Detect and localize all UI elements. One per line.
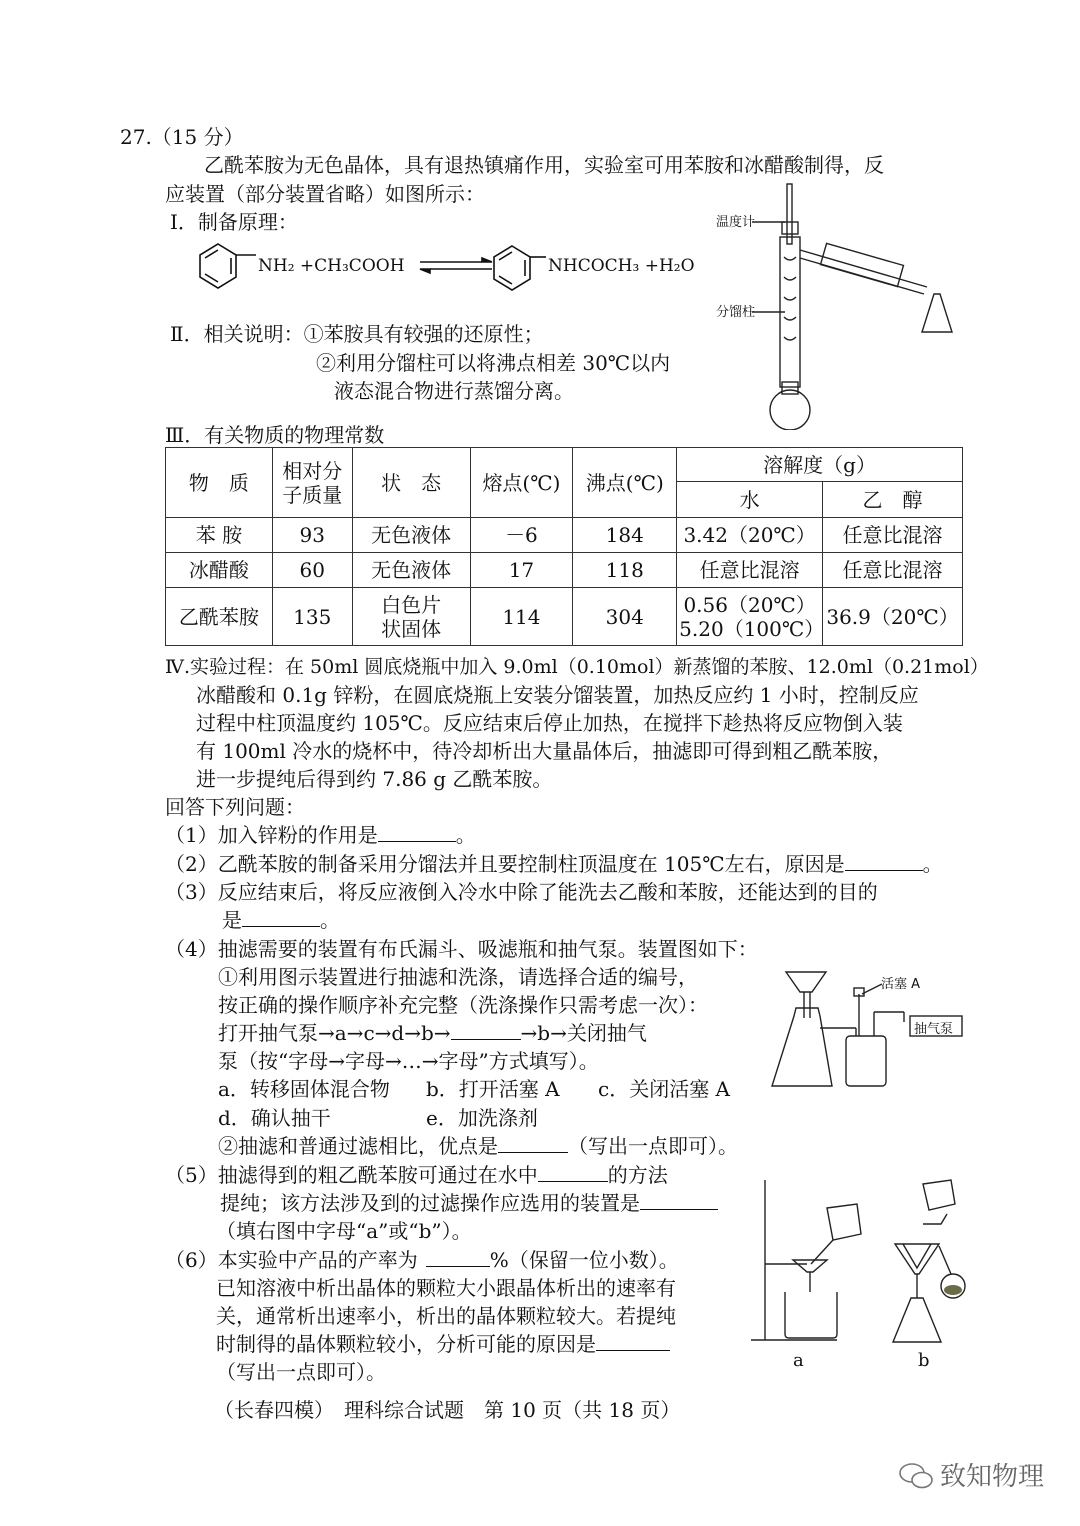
intro-line-1: 乙酰苯胺为无色晶体，具有退热镇痛作用，实验室可用苯胺和冰醋酸制得，反 bbox=[204, 153, 884, 177]
erlenmeyer-icon bbox=[922, 294, 952, 332]
question-5-line-1: （5）抽滤得到的粗乙酰苯胺可通过在水中 的方法 bbox=[165, 1163, 668, 1187]
option-b: b．打开活塞 A bbox=[426, 1077, 560, 1101]
cell-water: 3.42（20℃） bbox=[677, 518, 823, 553]
procedure-line-4: 有 100ml 冷水的烧杯中，待冷却析出大量晶体后，抽滤即可得到粗乙酰苯胺， bbox=[196, 739, 893, 763]
table-row bbox=[166, 518, 963, 553]
beaker-a-icon bbox=[785, 1292, 837, 1338]
header-boiling-point: 沸点(℃) bbox=[573, 448, 677, 518]
cell-water: 0.56（20℃） 5.20（100℃） bbox=[677, 588, 823, 646]
question-4-line-7: ②抽滤和普通过滤相比，优点是 （写出一点即可）。 bbox=[218, 1134, 738, 1158]
section-1-title: Ⅰ．制备原理： bbox=[170, 210, 298, 234]
valve-label: 活塞 A bbox=[881, 977, 921, 992]
cell-name: 冰醋酸 bbox=[166, 553, 273, 588]
section-2-line-2: ②利用分馏柱可以将沸点相差 30℃以内 bbox=[316, 351, 671, 375]
question-4-line-5: 泵（按“字母→字母→…→字母”方式填写）。 bbox=[218, 1049, 599, 1073]
answer-blank[interactable] bbox=[242, 908, 320, 927]
question-6-line-1: （6）本实验中产品的产率为 %（保留一位小数）。 bbox=[165, 1248, 679, 1272]
stand-b-icon bbox=[923, 1214, 947, 1224]
buchner-funnel-icon bbox=[786, 972, 826, 992]
section-3-title: Ⅲ．有关物质的物理常数 bbox=[165, 423, 385, 447]
answer-blank[interactable] bbox=[596, 1332, 670, 1351]
answer-blank[interactable] bbox=[498, 1134, 568, 1153]
flask-b-icon bbox=[893, 1298, 941, 1342]
question-5-line-2: 提纯；该方法涉及到的过滤操作应选用的装置是 bbox=[220, 1190, 718, 1216]
question-3-line-2: 是 。 bbox=[222, 908, 340, 932]
filtration-apparatus-ab bbox=[745, 1174, 975, 1374]
question-number: 27.（15 分） bbox=[120, 125, 244, 149]
header-solubility: 溶解度（g） bbox=[677, 448, 963, 482]
cell-mass: 135 bbox=[272, 588, 352, 646]
section-2-line-1: Ⅱ．相关说明：①苯胺具有较强的还原性； bbox=[170, 322, 544, 346]
question-2: （2）乙酰苯胺的制备采用分馏法并且要控制柱顶温度在 105℃左右，原因是 。 bbox=[165, 852, 943, 876]
question-5-line-3: （填右图中字母“a”或“b”）。 bbox=[216, 1219, 472, 1243]
cell-bp: 184 bbox=[573, 518, 677, 553]
cell-mp: 17 bbox=[470, 553, 573, 588]
trap-bottle-icon bbox=[846, 1036, 886, 1086]
cell-mass: 60 bbox=[272, 553, 352, 588]
cell-state: 无色液体 bbox=[352, 553, 470, 588]
cell-ethanol: 任意比混溶 bbox=[823, 518, 963, 553]
flask-icon bbox=[770, 390, 810, 430]
cell-mp: 114 bbox=[470, 588, 573, 646]
option-e: e．加洗涤剂 bbox=[426, 1106, 538, 1130]
cell-bp: 304 bbox=[573, 588, 677, 646]
watermark-text: 致知物理 bbox=[940, 1462, 1045, 1492]
question-6-line-4: 时制得的晶体颗粒较小，分析可能的原因是 bbox=[216, 1331, 670, 1357]
header-melting-point: 熔点(℃) bbox=[470, 448, 573, 518]
funnel-b-icon bbox=[895, 1244, 939, 1274]
page-footer: （长春四模） 理科综合试题 第 10 页（共 18 页） bbox=[214, 1398, 681, 1422]
answer-prompt: 回答下列问题： bbox=[165, 795, 305, 819]
equation-reactants: NH₂ +CH₃COOH bbox=[258, 256, 405, 276]
cell-mass: 93 bbox=[272, 518, 352, 553]
cell-state: 白色片 状固体 bbox=[352, 588, 470, 646]
pouring-beaker-a-icon bbox=[827, 1204, 861, 1240]
cell-ethanol: 36.9（20℃） bbox=[823, 588, 963, 646]
table-header-row bbox=[166, 448, 963, 482]
header-ethanol: 乙 醇 bbox=[823, 482, 963, 518]
suction-flask-icon bbox=[772, 1008, 832, 1086]
condenser-icon bbox=[821, 243, 904, 286]
physical-constants-table bbox=[165, 447, 963, 646]
answer-blank[interactable] bbox=[538, 1163, 608, 1182]
question-4-line-2: ①利用图示装置进行抽滤和洗涤，请选择合适的编号， bbox=[218, 965, 698, 989]
question-4-line-4: 打开抽气泵→a→c→d→b→ →b→关闭抽气 bbox=[218, 1021, 647, 1045]
cell-ethanol: 任意比混溶 bbox=[823, 553, 963, 588]
answer-blank[interactable] bbox=[378, 823, 456, 842]
header-substance: 物 质 bbox=[166, 448, 273, 518]
option-c: c．关闭活塞 A bbox=[598, 1077, 731, 1101]
thermometer-label: 温度计 bbox=[716, 215, 756, 230]
question-4-line-1: （4）抽滤需要的装置有布氏漏斗、吸滤瓶和抽气泵。装置图如下： bbox=[165, 937, 758, 961]
label-a: a bbox=[793, 1350, 804, 1371]
answer-blank[interactable] bbox=[451, 1021, 521, 1040]
header-water: 水 bbox=[677, 482, 823, 518]
pouring-beaker-b-icon bbox=[923, 1180, 955, 1210]
pump-label: 抽气泵 bbox=[914, 1022, 954, 1037]
procedure-line-5: 进一步提纯后得到约 7.86 g 乙酰苯胺。 bbox=[196, 767, 553, 791]
header-state: 状 态 bbox=[352, 448, 470, 518]
question-6-line-2: 已知溶液中析出晶体的颗粒大小跟晶体析出的速率有 bbox=[216, 1276, 676, 1300]
cell-mp: －6 bbox=[470, 518, 573, 553]
answer-blank[interactable] bbox=[640, 1191, 718, 1210]
procedure-line-2: 冰醋酸和 0.1g 锌粉，在圆底烧瓶上安装分馏装置，加热反应约 1 小时，控制反应 bbox=[196, 683, 919, 707]
question-4-line-3: 按正确的操作顺序补充完整（洗涤操作只需考虑一次）： bbox=[218, 993, 708, 1017]
question-3-line-1: （3）反应结束后，将反应液倒入冷水中除了能洗去乙酸和苯胺，还能达到的目的 bbox=[165, 880, 878, 904]
equilibrium-arrow-icon bbox=[420, 258, 492, 273]
benzene-ring-right-icon bbox=[494, 246, 546, 290]
question-6-line-3: 关，通常析出速率小，析出的晶体颗粒较大。若提纯 bbox=[216, 1304, 676, 1328]
table-row bbox=[166, 588, 963, 646]
option-d: d．确认抽干 bbox=[218, 1106, 331, 1130]
option-a: a．转移固体混合物 bbox=[218, 1077, 390, 1101]
question-1: （1）加入锌粉的作用是 。 bbox=[165, 823, 476, 847]
funnel-a-icon bbox=[793, 1260, 827, 1272]
cell-water: 任意比混溶 bbox=[677, 553, 823, 588]
procedure-line-3: 过程中柱顶温度约 105℃。反应结束后停止加热，在搅拌下趁热将反应物倒入装 bbox=[196, 711, 903, 735]
table-row bbox=[166, 553, 963, 588]
label-b: b bbox=[918, 1350, 930, 1371]
cell-state: 无色液体 bbox=[352, 518, 470, 553]
cell-name: 乙酰苯胺 bbox=[166, 588, 273, 646]
intro-line-2: 应装置（部分装置省略）如图所示： bbox=[165, 182, 485, 206]
benzene-ring-left-icon bbox=[200, 244, 256, 288]
answer-blank[interactable] bbox=[845, 852, 923, 871]
thermometer-icon bbox=[787, 184, 792, 244]
cell-bp: 118 bbox=[573, 553, 677, 588]
procedure-line-1: Ⅳ.实验过程：在 50ml 圆底烧瓶中加入 9.0ml（0.10mol）新蒸馏的苯胺、12.0ml（0.21mol） bbox=[165, 656, 989, 678]
equation-products: NHCOCH₃ +H₂O bbox=[548, 256, 695, 276]
column-label: 分馏柱 bbox=[716, 305, 756, 320]
header-molar-mass: 相对分 子质量 bbox=[272, 448, 352, 518]
section-2-line-3: 液态混合物进行蒸馏分离。 bbox=[334, 379, 574, 403]
question-6-line-5: （写出一点即可）。 bbox=[216, 1360, 386, 1384]
wechat-icon bbox=[898, 1461, 934, 1491]
cell-name: 苯 胺 bbox=[166, 518, 273, 553]
answer-blank[interactable] bbox=[426, 1248, 490, 1267]
